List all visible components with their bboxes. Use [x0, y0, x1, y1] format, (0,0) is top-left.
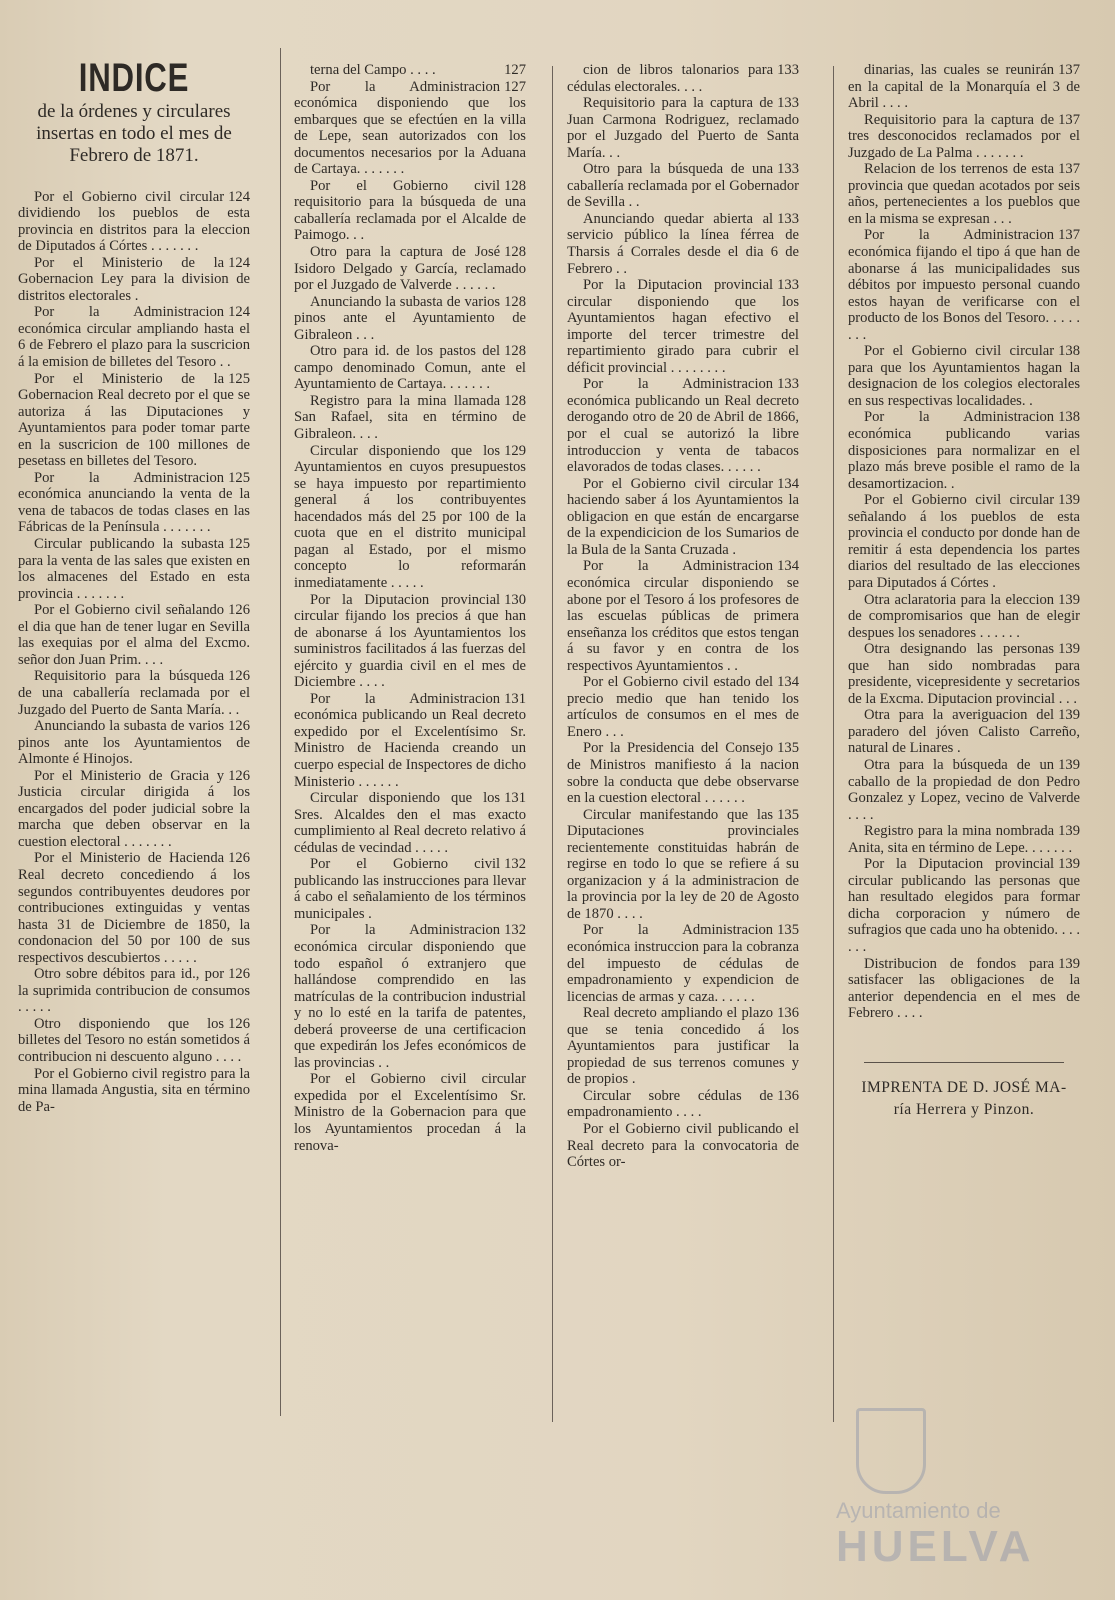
stamp-line-2: HUELVA: [836, 1522, 1035, 1571]
page-number: 124: [228, 304, 250, 321]
entry-text: Por la Diputacion provincial circular publicando las personas que han resultado elegidos para formar dicha corporacion y número de sufragios que cada uno ha obtenido. . . . . . .: [848, 856, 1080, 955]
index-entry: [294, 922, 526, 1071]
entry-text: Otro para la captura de José Isidoro Delgado y García, reclamado por el Juzgado de Valverde . . . . . .: [294, 244, 526, 294]
index-entry: [294, 178, 526, 244]
page-number: 134: [777, 475, 799, 492]
page-number: 133: [777, 376, 799, 393]
entry-text: Registro para la mina llamada San Rafael, sita en término de Gibraleon. . . .: [294, 392, 526, 443]
index-entry: [567, 1005, 799, 1088]
index-entry: [18, 470, 250, 536]
entry-text: Registro para la mina nombrada Anita, sita en término de Lepe. . . . . . .: [848, 823, 1073, 856]
column-divider: [833, 66, 834, 1422]
entry-text: Por el Gobierno civil circular dividiendo los pueblos de esta provincia en distritos para la eleccion de Diputados á Córtes . . . . . . .: [18, 188, 250, 255]
index-entry: [848, 956, 1080, 1022]
page-number: 125: [228, 469, 250, 486]
entry-text: Anunciando la subasta de varios pinos ante los Ayuntamientos de Almonte é Hinojos.: [18, 718, 250, 768]
entry-list: [567, 62, 799, 1171]
page-number: 137: [1058, 227, 1080, 244]
page-number: 131: [504, 790, 526, 807]
page-number: 128: [504, 244, 526, 261]
index-entry: [567, 376, 799, 475]
page-number: 138: [1058, 409, 1080, 426]
page-number: 133: [777, 161, 799, 178]
entry-text: Otro disponiendo que los billetes del Tesoro no están sometidos á contribucion ni descuento alguno . . . .: [18, 1015, 250, 1065]
entry-text: Por el Gobierno civil circular expedida por el Excelentísimo Sr. Ministro de la Gobernacion para que los Ayuntamientos procedan á la renova-: [294, 1071, 526, 1154]
page-number: 131: [504, 690, 526, 707]
index-entry: [18, 189, 250, 255]
entry-text: Circular disponiendo que los Ayuntamientos en cuyos presupuestos se haya impuesto por repartimiento general á los contribuyentes hacendados más del 25 por 100 de la cuota que en el distrito municipal pagan al Estado, por el mismo concepto lo reformarán inmediatamente . . . . .: [294, 442, 526, 591]
imprint-line-2: ría Herrera y Pinzon.: [893, 1100, 1035, 1118]
entry-text: Por la Administracion económica circular disponiendo se abone por el Tesoro á los profesores de las escuelas públicas de primera enseñanza los créditos que estos tengan á su favor y en contra de los respectivos Ayuntamientos . .: [567, 558, 799, 674]
index-entry: [294, 343, 526, 393]
page-number: 127: [504, 78, 526, 95]
index-entry: [848, 492, 1080, 591]
page-number: 126: [228, 966, 250, 983]
entry-list: [18, 189, 250, 1116]
coat-of-arms-icon: [856, 1408, 926, 1494]
page-number: 132: [504, 922, 526, 939]
index-entry: [848, 757, 1080, 823]
entry-text: Otro para id. de los pastos del campo denominado Comun, ante el Ayuntamiento de Cartaya. . . . . . .: [294, 343, 526, 393]
index-entry: [848, 343, 1080, 409]
index-entry: [567, 674, 799, 740]
page-number: 126: [228, 718, 250, 735]
index-entry: [18, 850, 250, 966]
page-number: 128: [504, 293, 526, 310]
page-number: 126: [228, 668, 250, 685]
page-number: 139: [1058, 492, 1080, 509]
entry-text: Por el Ministerio de la Gobernacion Real decreto por el que se autoriza á las Diputaciones y Ayuntamientos para poder tomar parte en la suscricion de 100 millones de pesetass en billetes del Tesoro.: [18, 370, 250, 470]
index-entry: [567, 1088, 799, 1121]
index-entry: [18, 1016, 250, 1066]
page-number: 139: [1058, 856, 1080, 873]
entry-text: Por el Ministerio de Hacienda Real decreto concediendo á los segundos contribuyentes deudores por contribuciones extinguidas y ventas hasta 31 de Diciembre de 1850, la condonacion del 50 por 100 de sus respectivos descubiertos . . . . .: [18, 850, 250, 966]
entry-text: Requisitorio para la captura de Juan Carmona Rodriguez, reclamado por el Juzgado del Puerto de Santa María. . .: [567, 95, 799, 161]
entry-text: Otra para la búsqueda de un caballo de la propiedad de don Pedro Gonzalez y Lopez, vecino de Valverde . . . .: [848, 756, 1080, 823]
page-number: 125: [228, 536, 250, 553]
library-stamp-watermark: [826, 1398, 1106, 1598]
index-entry: [18, 966, 250, 1016]
index-entry: [567, 161, 799, 211]
index-entry: [848, 161, 1080, 227]
index-entry: [848, 856, 1080, 955]
column-divider: [280, 48, 281, 1416]
page-number: 130: [504, 591, 526, 608]
index-entry: [848, 112, 1080, 162]
index-entry: [18, 718, 250, 768]
page-number: 126: [228, 850, 250, 867]
entry-text: Por la Presidencia del Consejo de Ministros manifiesto á la nacion sobre la conducta que debe observarse en la cuestion electoral . . . . . .: [567, 740, 799, 807]
entry-text: Por la Administracion económica publicando un Real decreto derogando otro de 20 de Abril de 1866, por el cual se autorizó la libre introduccion y venta de tabacos elavorados de todas clases. . . . . .: [567, 376, 799, 476]
index-entry: [567, 740, 799, 806]
index-entry: [567, 95, 799, 161]
page-number: 135: [777, 806, 799, 823]
page-number: 135: [777, 922, 799, 939]
index-entry: [848, 409, 1080, 492]
index-entry: [294, 691, 526, 790]
page-number: 128: [504, 343, 526, 360]
page-number: 136: [777, 1005, 799, 1022]
entry-text: Por el Gobierno civil publicando el Real decreto para la convocatoria de Córtes or-: [567, 1121, 799, 1171]
page-number: 139: [1058, 707, 1080, 724]
entry-text: Real decreto ampliando el plazo que se tenia concedido á los Ayuntamientos para justificar la propiedad de sus terrenos comunes y de propios .: [567, 1005, 799, 1088]
page-number: 126: [228, 602, 250, 619]
index-entry: [294, 62, 526, 79]
page-number: 133: [777, 277, 799, 294]
entry-text: Por el Gobierno civil circular para que los Ayuntamientos hagan la designacion de los colegios electorales en sus respectivas localidades. .: [848, 343, 1080, 409]
entry-text: Por la Administracion económica circular ampliando hasta el 6 de Febrero el plazo para la suscricion á la emision de billetes del Tesoro . .: [18, 304, 250, 371]
entry-text: Circular disponiendo que los Sres. Alcaldes den el mas exacto cumplimiento al Real decreto relativo á cédulas de vecindad . . . . .: [294, 790, 526, 856]
entry-text: Por el Gobierno civil circular señalando á los pueblos de esta provincia el conducto por donde han de remitir á esta dependencia los partes diarios del resultado de las elecciones para Diputados á Córtes .: [848, 492, 1080, 591]
index-entry: [294, 790, 526, 856]
page-number: 124: [228, 254, 250, 271]
index-entry: [18, 602, 250, 668]
entry-text: Por la Administracion económica publicando un Real decreto expedido por el Excelentísimo Sr. Ministro de Hacienda creando un cuerpo especial de Inspectores de dicho Ministerio . . . . . .: [294, 690, 526, 790]
index-entry: [294, 244, 526, 294]
page-number: 124: [228, 188, 250, 205]
index-entry: [567, 558, 799, 674]
page-number: 133: [777, 95, 799, 112]
page-number: 137: [1058, 111, 1080, 128]
index-entry: [567, 62, 799, 95]
page-number: 139: [1058, 641, 1080, 658]
page-number: 128: [504, 177, 526, 194]
index-entry: [294, 294, 526, 344]
page-number: 138: [1058, 343, 1080, 360]
entry-text: Otro sobre débitos para id., por la suprimida contribucion de consumos . . . . .: [18, 966, 250, 1016]
index-title: INDICE: [78, 56, 190, 100]
entry-text: Distribucion de fondos para satisfacer las obligaciones de la anterior dependencia en el mes de Febrero . . . .: [848, 955, 1080, 1022]
entry-text: Por el Gobierno civil registro para la mina llamada Angustia, sita en término de Pa-: [18, 1065, 250, 1115]
index-entry: [567, 1121, 799, 1171]
entry-text: Por la Administracion económica instruccion para la cobranza del impuesto de cédulas de empadronamiento y expendicion de licencias de armas y caza. . . . . .: [567, 922, 799, 1005]
index-entry: [294, 856, 526, 922]
entry-text: Por la Diputacion provincial circular fijando los precios á que han de abonarse á los Ayuntamientos los suministros facilitados á las fuerzas del ejército y guardia civil en el mes de Diciembre . . . .: [294, 591, 526, 691]
index-entry: [567, 476, 799, 559]
entry-text: Requisitorio para la captura de tres desconocidos reclamados por el Juzgado de La Palma . . . . . . .: [848, 111, 1080, 161]
entry-text: dinarias, las cuales se reunirán en la capital de la Monarquía el 3 de Abril . . . .: [848, 62, 1080, 112]
page-number: 136: [777, 1087, 799, 1104]
entry-text: Por el Gobierno civil circular haciendo saber á los Ayuntamientos la obligacion en que están de encargarse de la expendicicion de los Sumarios de la Bula de la Santa Cruzada .: [567, 475, 799, 558]
entry-text: Circular manifestando que las Diputaciones provinciales recientemente constituidas habrán de regirse en todo lo que se refiere á su organizacion y á la administracion de la provincia por la ley de 20 de Agosto de 1870 . . . .: [567, 806, 799, 922]
entry-list: [294, 62, 526, 1154]
page-number: 134: [777, 674, 799, 691]
entry-text: cion de libros talonarios para cédulas electorales. . . .: [567, 62, 774, 95]
column-4: [848, 62, 1080, 1121]
column-divider: [552, 66, 553, 1422]
index-entry: [294, 1071, 526, 1154]
entry-text: Por el Gobierno civil publicando las instrucciones para llevar á cabo el señalamiento de los términos municipales .: [294, 856, 526, 922]
entry-text: Por la Administracion económica circular disponiendo que todo español ó extranjero que hallándose comprendido en las matrículas de la contribucion industrial y no lo esté en la tarifa de patentes, deberá proveerse de una certificacion que expedirán los Jefes económicos de las provincias . .: [294, 922, 526, 1071]
index-entry: [567, 277, 799, 376]
entry-text: Por la Diputacion provincial circular disponiendo que los Ayuntamientos hagan efectivo el importe del tercer trimestre del repartimiento girado para cubrir el déficit provincial . . . . . . . .: [567, 277, 799, 376]
entry-text: Otra para la averiguacion del paradero del jóven Calisto Carreño, natural de Linares .: [848, 707, 1080, 757]
entry-text: Anunciando quedar abierta al servicio público la línea férrea de Tharsis á Corrales desde el dia 6 de Febrero . .: [567, 210, 799, 277]
page-number: 129: [504, 442, 526, 459]
index-entry: [848, 592, 1080, 642]
page-number: 126: [228, 1015, 250, 1032]
index-entry: [18, 536, 250, 602]
index-entry: [848, 62, 1080, 112]
index-entry: [294, 592, 526, 691]
entry-text: Otra aclaratoria para la eleccion de compromisarios que han de elegir despues los senadores . . . . . .: [848, 591, 1080, 641]
entry-text: Otro para la búsqueda de una caballería reclamada por el Gobernador de Sevilla . .: [567, 161, 799, 211]
page-number: 139: [1058, 756, 1080, 773]
index-entry: [567, 211, 799, 277]
page-number: 139: [1058, 591, 1080, 608]
entry-text: Por la Administracion económica anunciando la venta de la vena de tabacos de todas clases en las Fábricas de la Península . . . . . . .: [18, 469, 250, 536]
page-number: 134: [777, 558, 799, 575]
page-number: 133: [777, 62, 799, 78]
page-number: 133: [777, 210, 799, 227]
entry-text: Otra designando las personas que han sido nombradas para presidente, vicepresidente y secretarios de la Excma. Diputacion provincial . . .: [848, 641, 1080, 707]
stamp-line-1: Ayuntamiento de: [836, 1498, 1001, 1523]
index-entry: [294, 443, 526, 592]
entry-text: Relacion de los terrenos de esta provincia que quedan acotados por seis años, pertenecientes a los pueblos que en la misma se expresan . . .: [848, 161, 1080, 227]
index-entry: [18, 1066, 250, 1116]
index-entry: [18, 304, 250, 370]
index-entry: [848, 227, 1080, 343]
entry-text: Por el Gobierno civil estado del precio medio que han tenido los artículos de consumos en el mes de Enero . . .: [567, 674, 799, 740]
index-entry: [848, 707, 1080, 757]
index-entry: [567, 922, 799, 1005]
index-entry: [18, 668, 250, 718]
column-2: [294, 62, 526, 1154]
page-number: 132: [504, 856, 526, 873]
separator-line: [864, 1062, 1064, 1063]
index-entry: [567, 807, 799, 923]
index-entry: [18, 371, 250, 470]
page-number: 127: [504, 62, 526, 78]
index-subtitle: de la órdenes y circulares insertas en todo el mes de Febrero de 1871.: [36, 100, 232, 166]
page-number: 137: [1058, 161, 1080, 178]
entry-text: Por la Administracion económica disponiendo que los embarques que se efectúen en la villa de Lepe, sean autorizados con los documentos necesarios por la Aduana de Cartaya. . . . . . .: [294, 78, 526, 178]
page-number: 128: [504, 392, 526, 409]
page-number: 125: [228, 370, 250, 387]
page-number: 135: [777, 740, 799, 757]
entry-text: Circular publicando la subasta para la venta de las sales que existen en los almacenes del Estado en esta provincia . . . . . . .: [18, 536, 250, 602]
page-number: 139: [1058, 823, 1080, 840]
page-number: 126: [228, 767, 250, 784]
index-entry: [848, 641, 1080, 707]
entry-text: Por el Ministerio de la Gobernacion Ley para la division de distritos electorales .: [18, 254, 250, 304]
index-entry: [18, 768, 250, 851]
column-3: [567, 62, 799, 1171]
entry-text: Por la Administracion económica publicando varias disposiciones para normalizar en el plazo más breve posible el ramo de la desamortizacion. .: [848, 409, 1080, 492]
entry-text: Por el Ministerio de Gracia y Justicia circular dirigida á los encargados del poder judicial sobre la marcha que deben observar en la cuestion electoral . . . . . . .: [18, 767, 250, 850]
entry-text: Por el Gobierno civil señalando el dia que han de tener lugar en Sevilla las exequias por el alma del Excmo. señor don Juan Prim. . . .: [18, 602, 250, 668]
column-1: [18, 56, 250, 1115]
index-entry: [848, 823, 1080, 856]
entry-text: Por el Gobierno civil requisitorio para la búsqueda de una caballería reclamada por el Alcalde de Paimogo. . .: [294, 177, 526, 244]
page-number: 137: [1058, 62, 1080, 78]
index-entry: [294, 79, 526, 178]
entry-list: [848, 62, 1080, 1022]
index-entry: [294, 393, 526, 443]
imprint-line-1: IMPRENTA DE D. JOSÉ MA-: [861, 1078, 1067, 1096]
entry-text: Circular sobre cédulas de empadronamiento . . . .: [567, 1087, 774, 1121]
entry-text: Por la Administracion económica fijando el tipo á que han de abonarse á las municipalidades sus débitos por impuesto personal cuando estos hayan de verificarse con el producto de los Bonos del Tesoro. . . . . . . .: [848, 227, 1080, 343]
page-number: 139: [1058, 955, 1080, 972]
entry-text: Requisitorio para la búsqueda de una caballería reclamada por el Juzgado del Puerto de Santa María. . .: [18, 668, 250, 718]
index-entry: [18, 255, 250, 305]
entry-text: terna del Campo . . . .: [310, 62, 436, 78]
entry-text: Anunciando la subasta de varios pinos ante el Ayuntamiento de Gibraleon . . .: [294, 293, 526, 343]
